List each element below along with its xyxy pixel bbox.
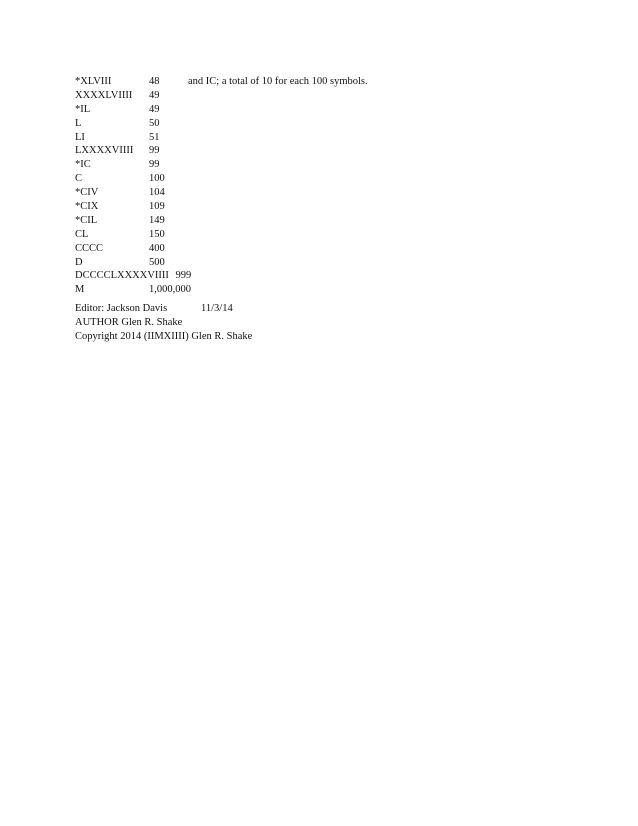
roman-numeral: *CIL: [75, 214, 98, 226]
numeric-value: 51: [149, 131, 160, 143]
roman-numeral: D: [75, 256, 83, 268]
table-row: [75, 269, 555, 283]
numeric-value: 999: [175, 270, 192, 282]
table-row: [75, 283, 555, 297]
numeric-value: 99: [149, 159, 160, 171]
table-row: [75, 103, 555, 117]
roman-numeral: C: [75, 173, 83, 185]
table-row: [75, 131, 555, 145]
roman-numeral: XXXXLVIIII: [75, 89, 133, 101]
numeric-value: 109: [149, 201, 165, 213]
credits-block: [75, 302, 555, 344]
table-row: [75, 89, 555, 103]
table-row: [75, 75, 555, 89]
editor-line: [75, 302, 555, 316]
editor-name: Editor: Jackson Davis: [75, 303, 168, 314]
roman-numeral: CCCC: [75, 242, 104, 254]
numeric-value: 49: [149, 89, 160, 101]
roman-numeral: DCCCCLXXXXVIIII: [75, 270, 169, 282]
table-row: [75, 117, 555, 131]
numeric-value: 1,000,000: [149, 284, 191, 296]
table-row: [75, 158, 555, 172]
roman-numeral: LI: [75, 131, 85, 143]
roman-numeral-table: [75, 75, 555, 297]
numeric-value: 50: [149, 117, 160, 129]
roman-numeral: *IL: [75, 103, 91, 115]
author-line: AUTHOR Glen R. Shake: [75, 317, 183, 328]
numeric-value: 400: [149, 242, 165, 254]
roman-numeral: LXXXXVIIII: [75, 145, 134, 157]
table-row: [75, 242, 555, 256]
table-row: [75, 172, 555, 186]
roman-numeral: M: [75, 284, 85, 296]
table-row: [75, 228, 555, 242]
roman-numeral: CL: [75, 228, 89, 240]
numeric-value: 149: [149, 214, 165, 226]
numeric-value: 104: [149, 187, 165, 199]
roman-numeral: *XLVIII: [75, 76, 112, 87]
table-row: [75, 144, 555, 158]
table-row: [75, 186, 555, 200]
roman-numeral: L: [75, 117, 82, 129]
roman-numeral: *IC: [75, 159, 91, 171]
roman-numeral: *CIV: [75, 187, 99, 199]
numeric-value: 48: [149, 76, 160, 87]
numeric-value: 99: [149, 145, 160, 157]
table-row: [75, 214, 555, 228]
roman-numeral: *CIX: [75, 201, 99, 213]
row-note: and IC; a total of 10 for each 100 symbols.: [188, 76, 368, 87]
numeric-value: 150: [149, 228, 165, 240]
editor-date: 11/3/14: [201, 303, 233, 314]
numeric-value: 100: [149, 173, 165, 185]
numeric-value: 49: [149, 103, 160, 115]
copyright-line: Copyright 2014 (IIMXIIII) Glen R. Shake: [75, 331, 253, 342]
table-row: [75, 200, 555, 214]
numeric-value: 500: [149, 256, 165, 268]
table-row: [75, 256, 555, 270]
